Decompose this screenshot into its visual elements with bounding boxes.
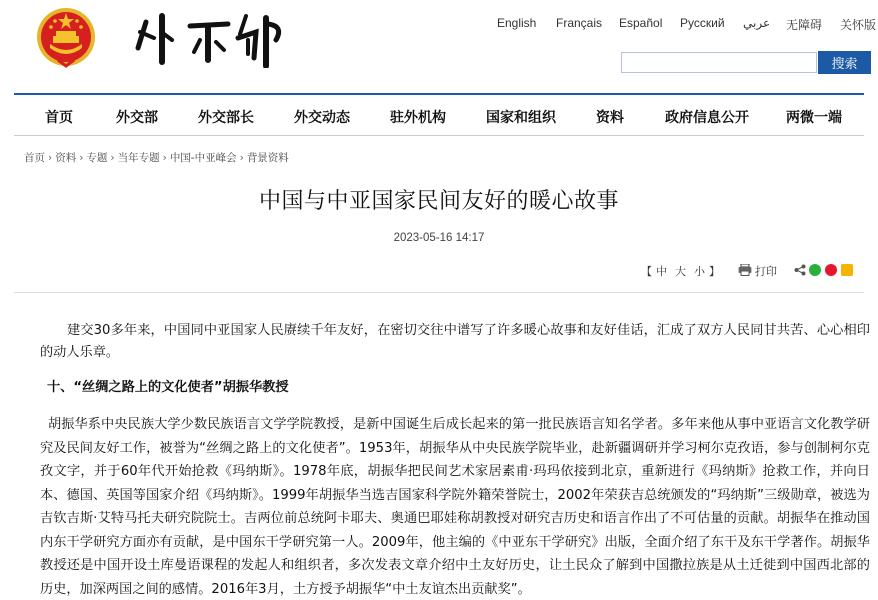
nav-item-ministry[interactable]: 外交部 xyxy=(116,110,158,126)
breadcrumb xyxy=(24,150,289,165)
lang-french[interactable]: Français xyxy=(556,16,603,30)
accessibility-link[interactable]: 无障碍 xyxy=(786,18,823,32)
section-paragraph: 胡振华系中央民族大学少数民族语言文学学院教授，是新中国诞生后成长起来的第一批民族语言知名学者。多年来他从事中亚语言文化教学研究及民间友好工作，被誉为“丝绸之路上的文化使者”。1953年，胡振华从中央民族学院毕业，赴新疆调研并学习柯尔克孜语，参与创制柯尔克孜文字，并于60年代开始抢救《玛纳斯》。1978年底，胡振华把民间艺术家居素甫·玛玛依接到北京，重新进行《玛纳斯》抢救工作，并向日本、德国、英国等国家介绍《玛纳斯》。1999年胡振华当选吉国家科学院外籍荣誉院士，2002年荣获吉总统颁发的“玛纳斯”三级勋章，被选为吉钦吉斯·艾特马托夫研究院院士。吉两位前总统阿卡耶夫、奥通巴耶娃称胡教授对研究吉历史和语言作出了不可估量的贡献。胡振华在推动国内东干学研究方面亦有贡献，是中国东干学研究第一人。2009年，他主编的《中亚东干学研究》出版，全面介绍了东干及东干学著作。胡振华教授还是中国开设土库曼语课程的发起人和组织者，多次发表文章介绍中土友好历史，让土民众了解到中国撒拉族是从土迁徙到中国西北部的历史，加深两国之间的感情。2016年3月，土方授予胡振华“中土友谊杰出贡献奖”。 xyxy=(40,417,870,597)
breadcrumb-separator: › xyxy=(110,152,115,164)
nav-top-border xyxy=(14,93,864,95)
font-size-large[interactable]: 中 xyxy=(656,265,667,278)
intro-paragraph: 建交30多年来，中国同中亚国家人民赓续千年友好，在密切交往中谱写了许多暖心故事和友好佳话，汇成了双方人民同甘共苦、心心相印的动人乐章。 xyxy=(40,323,870,360)
language-bar xyxy=(0,16,878,32)
lang-english[interactable]: English xyxy=(497,16,537,30)
lang-arabic[interactable]: عربي xyxy=(743,16,771,30)
nav-item-social[interactable]: 两微一端 xyxy=(786,110,842,126)
nav-item-home[interactable]: 首页 xyxy=(45,110,73,126)
lang-russian[interactable]: Русский xyxy=(680,16,725,30)
qzone-share-icon[interactable] xyxy=(841,264,853,276)
breadcrumb-separator: › xyxy=(48,152,53,164)
font-size-switcher xyxy=(641,263,720,279)
nav-item-countries[interactable]: 国家和组织 xyxy=(486,110,556,126)
breadcrumb-materials[interactable]: 资料 xyxy=(55,152,77,164)
breadcrumb-separator: › xyxy=(79,152,84,164)
printer-icon[interactable] xyxy=(738,264,752,276)
share-icon[interactable] xyxy=(794,264,806,276)
page-title: 中国与中亚国家民间友好的暖心故事 xyxy=(258,189,619,214)
bracket-open: 【 xyxy=(641,265,652,278)
font-size-medium[interactable]: 大 xyxy=(675,265,686,278)
lang-spanish[interactable]: Español xyxy=(619,16,663,30)
header-divider xyxy=(14,292,864,293)
section-heading: 十、“丝绸之路上的文化使者”胡振华教授 xyxy=(47,380,289,395)
nav-item-news[interactable]: 外交动态 xyxy=(294,110,350,126)
nav-item-gov-info[interactable]: 政府信息公开 xyxy=(665,110,749,126)
publish-date: 2023-05-16 14:17 xyxy=(393,232,485,244)
national-emblem-icon xyxy=(36,4,96,70)
nav-bottom-border xyxy=(14,135,864,136)
font-size-small[interactable]: 小 xyxy=(694,265,705,278)
elderly-care-link[interactable]: 关怀版 xyxy=(840,18,877,32)
breadcrumb-summit[interactable]: 中国-中亚峰会 xyxy=(169,152,237,164)
print-link[interactable]: 打印 xyxy=(755,265,777,278)
breadcrumb-home[interactable]: 首页 xyxy=(24,152,45,164)
wechat-share-icon[interactable] xyxy=(809,264,821,276)
breadcrumb-separator: › xyxy=(162,152,167,164)
nav-item-materials[interactable]: 资料 xyxy=(596,110,624,126)
nav-item-minister[interactable]: 外交部长 xyxy=(198,110,254,126)
breadcrumb-separator: › xyxy=(239,152,244,164)
search-input[interactable] xyxy=(621,52,817,73)
weibo-share-icon[interactable] xyxy=(825,264,837,276)
breadcrumb-topics[interactable]: 专题 xyxy=(86,152,108,164)
breadcrumb-year-topics[interactable]: 当年专题 xyxy=(117,152,160,164)
search-button[interactable]: 搜索 xyxy=(818,51,871,74)
nav-item-missions[interactable]: 驻外机构 xyxy=(390,110,446,126)
breadcrumb-background[interactable]: 背景资料 xyxy=(246,152,289,164)
bracket-close: 】 xyxy=(709,265,720,278)
article-tools xyxy=(0,263,878,279)
